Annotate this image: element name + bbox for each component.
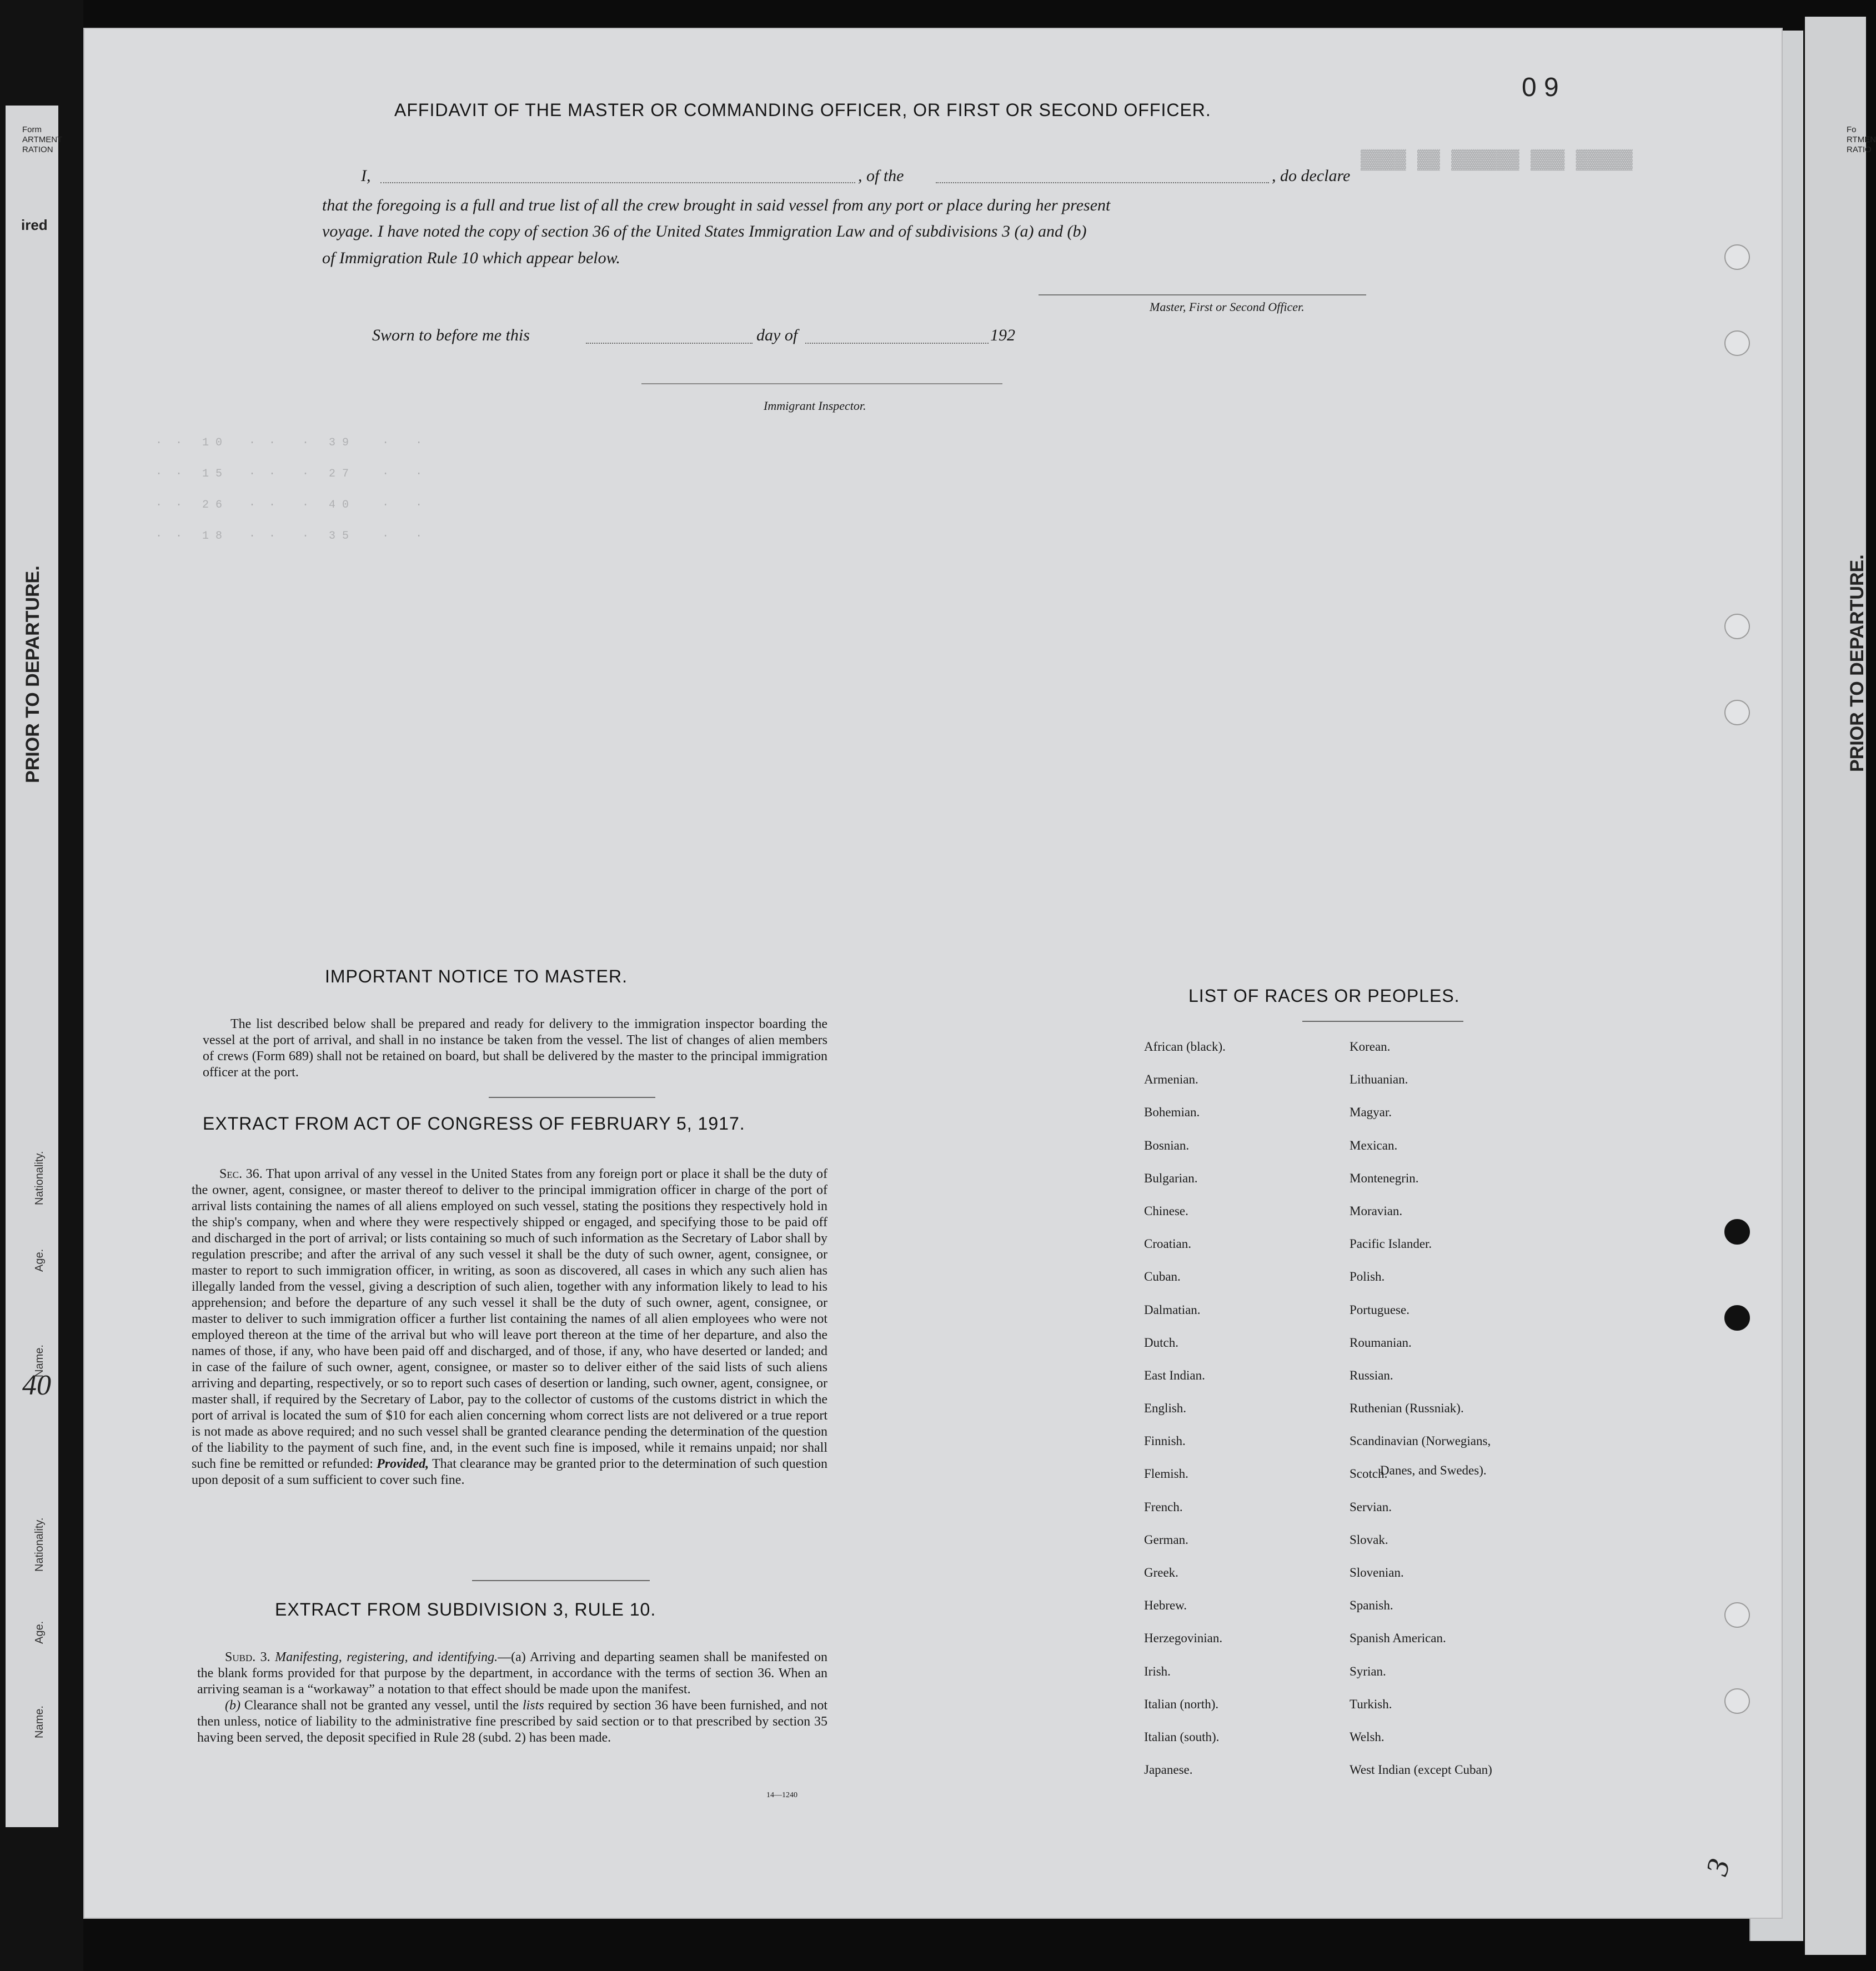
notice-title: IMPORTANT NOTICE TO MASTER. [325, 966, 628, 986]
rule-para-b-2: required by section 36 have been furnished, and not then unless, notice of liability to the administrative fine prescribed by said section or to that prescribed by section 35 having been served, the deposit specified in Rule 28 (subd. 2) has been made. [197, 1698, 828, 1745]
affidavit-do-declare: , do declare [1272, 167, 1351, 185]
race-item: Magyar. [1350, 1105, 1392, 1120]
master-caption: Master, First or Second Officer. [1150, 300, 1305, 314]
print-code: 14—1240 [766, 1791, 797, 1799]
right-sheet-stub [1805, 17, 1866, 1955]
races-title: LIST OF RACES OR PEOPLES. [1188, 986, 1460, 1006]
race-item: Slovenian. [1350, 1566, 1404, 1579]
race-item: Bohemian. [1144, 1105, 1200, 1120]
race-item: Cuban. [1144, 1270, 1181, 1284]
race-item: Syrian. [1350, 1664, 1386, 1678]
race-item: Spanish. [1350, 1598, 1393, 1613]
left-sheet-stub [6, 106, 58, 1827]
left-col-name-2: Name. [33, 1706, 46, 1738]
punch-hole-dark [1724, 1305, 1750, 1331]
right-prior-to-departure: PRIOR TO DEPARTURE. [1847, 554, 1868, 772]
inspector-caption: Immigrant Inspector. [764, 399, 866, 413]
left-col-name: Name. [33, 1345, 46, 1377]
act-section-text-end: That clearance may be granted prior to the determination of such question upon deposit of a sum sufficient to cover such fine. [192, 1457, 828, 1487]
race-item: Spanish American. [1350, 1631, 1446, 1646]
race-item: Dutch. [1144, 1335, 1178, 1350]
punch-hole [1724, 244, 1750, 270]
race-item: Mexican. [1350, 1138, 1398, 1152]
folio-mark: 0 9 [1522, 73, 1559, 102]
race-item: Irish. [1144, 1664, 1171, 1678]
rule-title: EXTRACT FROM SUBDIVISION 3, RULE 10. [275, 1599, 656, 1619]
punch-hole [1724, 1602, 1750, 1628]
race-item: Pacific Islander. [1350, 1237, 1432, 1251]
race-item: Turkish. [1350, 1697, 1392, 1711]
race-item: Finnish. [1144, 1434, 1186, 1448]
left-handwritten-mark: 40 [22, 1370, 51, 1401]
race-item: Italian (south). [1144, 1729, 1220, 1744]
page-number: 3 [1699, 1855, 1737, 1879]
punch-hole [1724, 614, 1750, 639]
rule-para-b-lists: lists [522, 1698, 544, 1713]
race-item: Polish. [1350, 1270, 1385, 1284]
sworn-day-field[interactable] [586, 343, 753, 344]
master-signature-line[interactable] [1039, 294, 1366, 295]
act-title: EXTRACT FROM ACT OF CONGRESS OF FEBRUARY 5, 1917. [203, 1114, 745, 1134]
inspector-signature-line[interactable] [641, 383, 1002, 384]
race-item: Greek. [1144, 1566, 1178, 1579]
race-item: Korean. [1350, 1040, 1391, 1054]
act-section-label: Sec. 36. [219, 1167, 263, 1181]
left-prior-to-departure: PRIOR TO DEPARTURE. [22, 565, 43, 783]
sworn-day-of: day of [756, 326, 798, 344]
affidavit-line-2: voyage. I have noted the copy of section 36 of the United States Immigration Law and of subdivisions 3 (a) and (b) [322, 222, 1087, 240]
punch-hole-dark [1724, 1219, 1750, 1245]
race-item: Moravian. [1350, 1203, 1403, 1218]
race-item: Dalmatian. [1144, 1302, 1201, 1317]
punch-hole [1724, 330, 1750, 356]
punch-hole [1724, 700, 1750, 725]
race-item: Ruthenian (Russniak). [1350, 1401, 1464, 1416]
right-form-stub: Fo RTMEN RATIO [1847, 125, 1876, 154]
notice-text [203, 1016, 827, 1081]
races-column-2 [1350, 1040, 1492, 1796]
master-name-field[interactable] [380, 182, 855, 183]
races-rule [1302, 1021, 1463, 1022]
left-col-age: Age. [33, 1248, 46, 1272]
rule-text [197, 1649, 827, 1746]
race-item: Scotch. [1350, 1467, 1388, 1481]
race-item: Herzegovinian. [1144, 1631, 1223, 1646]
race-item: French. [1144, 1499, 1183, 1514]
race-item: Welsh. [1350, 1729, 1385, 1744]
left-ired-stub: ired [21, 217, 48, 233]
race-item: Bosnian. [1144, 1138, 1190, 1152]
race-item: East Indian. [1144, 1368, 1205, 1382]
race-item: Lithuanian. [1350, 1072, 1408, 1087]
sworn-month-field[interactable] [805, 343, 989, 344]
race-item: Armenian. [1144, 1072, 1198, 1087]
affidavit-of-the: , of the [858, 167, 904, 185]
race-item: Italian (north). [1144, 1697, 1219, 1711]
race-item: Montenegrin. [1350, 1171, 1419, 1185]
race-item: Hebrew. [1144, 1598, 1187, 1613]
left-col-nationality-2: Nationality. [33, 1517, 46, 1572]
manifest-page [83, 28, 1783, 1919]
race-item: Portuguese. [1350, 1302, 1409, 1317]
rule-subd-heading: Manifesting, registering, and identifying. [275, 1650, 498, 1664]
race-item: English. [1144, 1401, 1187, 1416]
notice-paragraph: The list described below shall be prepared and ready for delivery to the immigration inspector boarding the vessel at the port of arrival, and shall in no instance be taken from the vessel. The list of changes of alien members of crews (Form 689) shall not be retained on board, but shall be delivered by the master to the principal immigration officer at the port. [203, 1017, 827, 1080]
race-item: Servian. [1350, 1499, 1392, 1514]
race-item: Roumanian. [1350, 1335, 1412, 1350]
affidavit-line-3: of Immigration Rule 10 which appear below. [322, 249, 620, 267]
act-section-text: That upon arrival of any vessel in the United States from any foreign port or place it shall be the duty of the owner, agent, consignee, or master thereof to deliver to the principal immigration officer in charge of the port of arrival lists containing the names of all aliens employed on such vessel, stating the positions they respectively hold in the ship's company, when and where they were respectively shipped or engaged, and specifying those to be paid off and discharged in the port of arrival; or lists containing so much of such information as the Secretary of Labor shall by regulation prescribe; and after the arrival of any such vessel it shall be the duty of such owner, agent, consignee, or master to report to such immigration officer, in writing, as soon as discovered, all cases in which any such alien has illegally landed from the vessel, giving a description of such alien, together with any information likely to lead to his apprehension; and before the departure of any such vessel it shall be the duty of such owner, agent, consignee, or master to deliver to such immigration officer a further list containing the names of all alien employees who were not employed thereon at the time of the arrival but who will leave port thereon at the time of her departure, and also the names of those, if any, who have been paid off and discharged, and of those, if any, who have deserted or landed; and in case of the failure of such owner, agent, consignee, or master so to deliver either of the said lists of such aliens arriving and departing, respectively, or so to report such cases of desertion or landing, such owner, agent, consignee, or master shall, if required by the Secretary of Labor, pay to the collector of customs of the customs district in which the port of arrival is located the sum of $10 for each alien concerning whom correct lists are not delivered or a true report is not made as above required; and no such vessel shall be granted clearance pending the determination of the question of the liability to the payment of such fine, and, in the event such fine is imposed, while it remains unpaid; nor shall such fine be remitted or refunded: [192, 1167, 827, 1471]
left-form-stub: Form ARTMENT RATION [22, 125, 63, 154]
race-item: German. [1144, 1532, 1188, 1547]
left-col-nationality: Nationality. [33, 1151, 46, 1205]
race-item: Chinese. [1144, 1203, 1188, 1218]
punch-hole [1724, 1688, 1750, 1714]
sworn-year: 192 [990, 326, 1015, 344]
race-item: West Indian (except Cuban) [1350, 1763, 1492, 1777]
race-item: Bulgarian. [1144, 1171, 1198, 1185]
affidavit-i-label: I, [361, 167, 371, 185]
race-item: Japanese. [1144, 1763, 1193, 1777]
race-item: Flemish. [1144, 1467, 1188, 1481]
affidavit-line-1: that the foregoing is a full and true list of all the crew brought in said vessel from any port or place during her present [322, 196, 1111, 214]
races-column-2-continuation: Danes, and Swedes). [1380, 1463, 1487, 1477]
race-item: Russian. [1350, 1368, 1393, 1382]
bleed-through-rows: · · 1 0 · · · 3 9 · · · · 1 5 · · · 2 7 · · · · 2 6 · · · 4 0 · · · · 1 8 · · · 3 5 · · [156, 437, 423, 543]
act-provided: Provided, [377, 1457, 429, 1471]
vessel-name-field[interactable] [936, 182, 1269, 183]
race-item: African (black). [1144, 1040, 1226, 1054]
left-col-age-2: Age. [33, 1621, 46, 1644]
rule-para-b-label: (b) [225, 1698, 240, 1713]
races-column-1 [1144, 1040, 1226, 1796]
affidavit-title: AFFIDAVIT OF THE MASTER OR COMMANDING OFFICER, OR FIRST OR SECOND OFFICER. [394, 100, 1211, 120]
act-text [192, 1166, 827, 1488]
race-item: Scandinavian (Norwegians, [1350, 1434, 1491, 1448]
race-item: Croatian. [1144, 1237, 1191, 1251]
sworn-label: Sworn to before me this [372, 326, 530, 344]
notice-rule [489, 1097, 655, 1098]
bleed-through: ▓▓▓▓ ▓▓ ▓▓▓▓▓▓ ▓▓▓ ▓▓▓▓▓ [1361, 150, 1633, 171]
race-item: Slovak. [1350, 1532, 1388, 1547]
rule-para-a: —(a) Arriving and departing seamen shall be manifested on the blank forms provided for that purpose by the department, in accordance with the terms of section 36. When an arriving seaman is a “workaway” a notation to that effect should be made upon the manifest. [197, 1650, 827, 1697]
rule-para-b-1: Clearance shall not be granted any vessel, until the [244, 1698, 519, 1713]
act-rule [472, 1580, 650, 1581]
rule-subd-label: Subd. 3. [225, 1650, 270, 1664]
